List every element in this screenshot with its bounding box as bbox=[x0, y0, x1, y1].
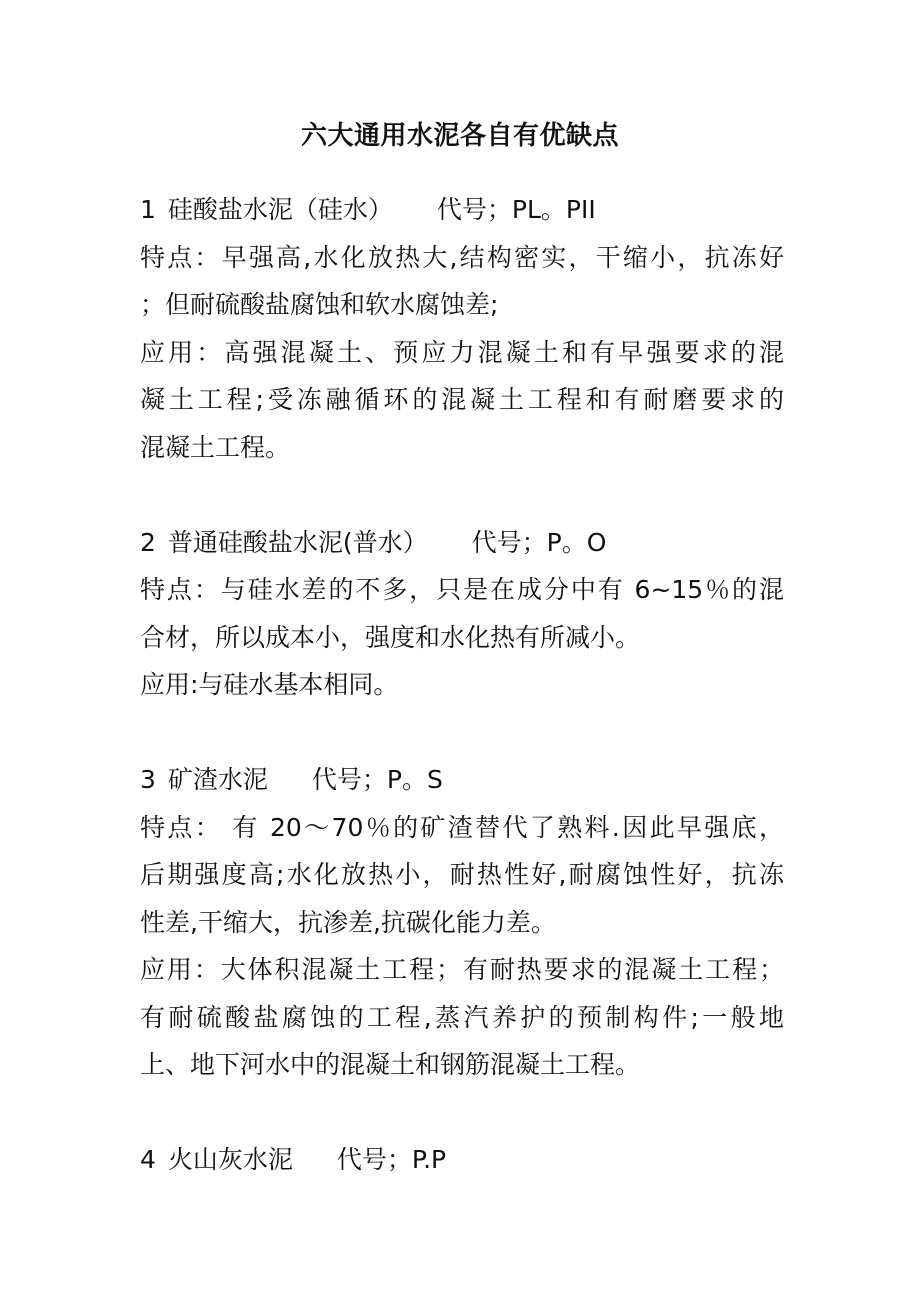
paragraph-line: 应用：大体积混凝土工程；有耐热要求的混凝土工程； bbox=[140, 955, 784, 984]
section-number: 2 bbox=[140, 527, 156, 557]
paragraph-line: 应用:与硅水基本相同。 bbox=[140, 670, 399, 699]
section-spacer bbox=[140, 709, 784, 757]
document-title: 六大通用水泥各自有优缺点 bbox=[300, 121, 619, 151]
paragraph-line: 合材，所以成本小，强度和水化热有所减小。 bbox=[140, 622, 641, 652]
section-spacer bbox=[140, 1089, 784, 1137]
paragraph-line: 应用：高强混凝土、预应力混凝土和有早强要求的混 bbox=[140, 337, 784, 367]
section-name: 火山灰水泥 bbox=[167, 1145, 293, 1174]
section-number: 1 bbox=[140, 195, 156, 224]
paragraph-line: 后期强度高;水化放热小，耐热性好,耐腐蚀性好，抗冻 bbox=[140, 860, 784, 889]
section-code: 代号；P。S bbox=[311, 765, 443, 794]
paragraph-line: 特点：早强高,水化放热大,结构密实，干缩小，抗冻好 bbox=[140, 242, 784, 272]
paragraph-line: 特点：与硅水差的不多，只是在成分中有 6~15％的混 bbox=[140, 575, 784, 604]
section-code: 代号；PL。PII bbox=[436, 195, 596, 224]
section-heading bbox=[140, 756, 784, 804]
section-number: 3 bbox=[140, 765, 156, 794]
paragraph-line: 特点： 有 20～70％的矿渣替代了熟料.因此早强底， bbox=[140, 812, 784, 842]
section-name: 硅酸盐水泥（硅水） bbox=[167, 195, 393, 224]
paragraph-line: 性差,干缩大，抗渗差,抗碳化能力差。 bbox=[140, 907, 556, 937]
section-code: 代号；P。O bbox=[471, 527, 607, 557]
section-heading bbox=[140, 1136, 784, 1184]
section-name: 普通硅酸盐水泥(普水） bbox=[167, 527, 428, 557]
section-heading bbox=[140, 186, 784, 234]
paragraph-line: 上、地下河水中的混凝土和钢筋混凝土工程。 bbox=[140, 1050, 641, 1079]
section-heading bbox=[140, 519, 784, 567]
paragraph-line: 凝土工程;受冻融循环的混凝土工程和有耐磨要求的 bbox=[140, 385, 784, 414]
section-number: 4 bbox=[140, 1145, 156, 1174]
paragraph-line: 混凝土工程。 bbox=[140, 432, 291, 462]
document-body bbox=[140, 186, 784, 1184]
paragraph-line: ；但耐硫酸盐腐蚀和软水腐蚀差; bbox=[140, 290, 499, 319]
section-spacer bbox=[140, 471, 784, 519]
section-code: 代号；P.P bbox=[336, 1145, 447, 1174]
paragraph-line: 有耐硫酸盐腐蚀的工程,蒸汽养护的预制构件;一般地 bbox=[140, 1002, 784, 1032]
section-name: 矿渣水泥 bbox=[167, 765, 268, 794]
